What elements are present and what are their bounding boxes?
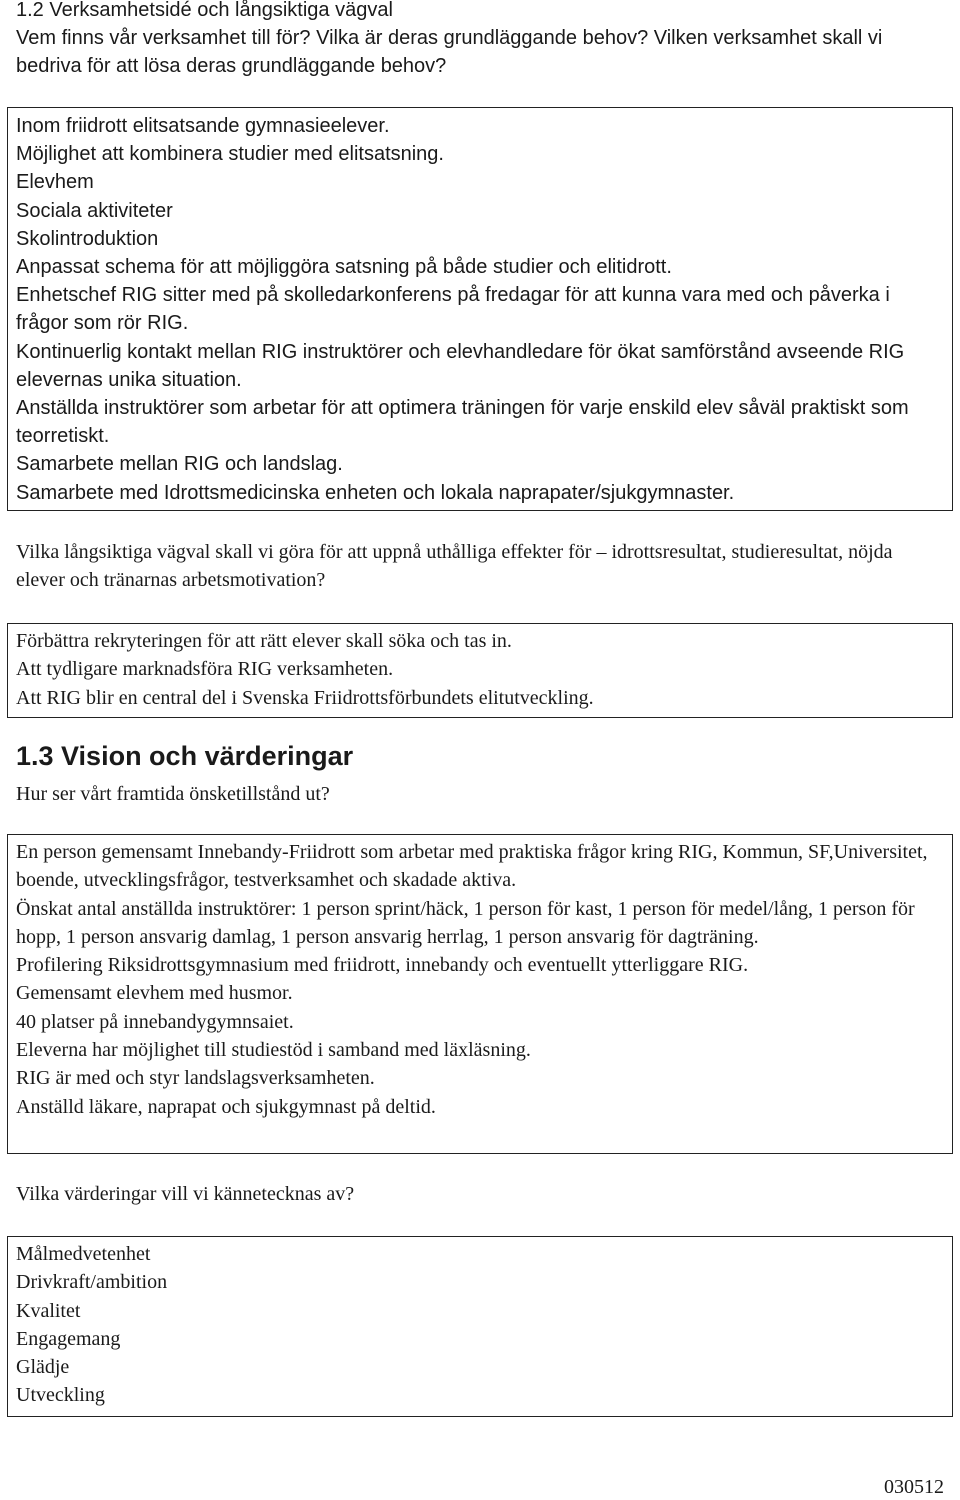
answer-line: Möjlighet att kombinera studier med elitsatsning.: [16, 143, 444, 166]
answer-line: 40 platser på innebandygymnsaiet.: [16, 1010, 294, 1033]
answer-line: Anställd läkare, naprapat och sjukgymnast på deltid.: [16, 1095, 436, 1118]
question-values: Vilka värderingar vill vi kännetecknas av?: [16, 1183, 355, 1205]
answer-line: Att tydligare marknadsföra RIG verksamheten.: [16, 658, 394, 681]
answer-box-values: [7, 1236, 953, 1417]
answer-line: RIG är med och styr landslagsverksamheten.: [16, 1067, 375, 1090]
answer-line: Profilering Riksidrottsgymnasium med friidrott, innebandy och eventuellt ytterliggare RIG.: [16, 954, 749, 977]
footer-doc-code: 030512: [884, 1476, 944, 1498]
value-item: Målmedvetenhet: [16, 1243, 151, 1265]
answer-line: Anställda instruktörer som arbetar för att optimera träningen för varje enskild elev såväl praktiskt som teorretiskt.: [16, 397, 909, 448]
answer-line: Förbättra rekryteringen för att rätt elever skall söka och tas in.: [16, 630, 512, 652]
answer-box-target-group: [7, 107, 953, 511]
value-item: Utveckling: [16, 1384, 105, 1407]
section-heading-1-3: 1.3 Vision och värderingar: [16, 741, 354, 771]
answer-line: Anpassat schema för att möjliggöra satsning på både studier och elitidrott.: [16, 256, 672, 279]
value-item: Glädje: [16, 1356, 70, 1379]
answer-line: Samarbete med Idrottsmedicinska enheten och lokala naprapater/sjukgymnaster.: [16, 481, 735, 504]
answer-line: En person gemensamt Innebandy-Friidrott som arbetar med praktiska frågor kring RIG, Kommun, SF,Universitet, boende, utvecklingsfrågor, testverksamhet och skadade aktiva.: [16, 841, 928, 892]
value-item: Engagemang: [16, 1327, 121, 1350]
answer-line: Sociala aktiviteter: [16, 199, 173, 222]
question-target-group: Vem finns vår verksamhet till för? Vilka är deras grundläggande behov? Vilken verksamhet skall vi bedriva för att lösa deras grundläggande behov?: [16, 27, 883, 77]
section-heading-1-2: 1.2 Verksamhetsidé och långsiktiga vägval: [16, 0, 393, 21]
answer-line: Skolintroduktion: [16, 227, 159, 250]
question-vision: Hur ser vårt framtida önsketillstånd ut?: [16, 783, 330, 805]
answer-line: Kontinuerlig kontakt mellan RIG instruktörer och elevhandledare för ökat samförstånd avseende RIG elevernas unika situation.: [16, 340, 905, 391]
answer-line: Samarbete mellan RIG och landslag.: [16, 453, 343, 476]
answer-line: Enhetschef RIG sitter med på skolledarkonferens på fredagar för att kunna vara med och påverka i frågor som rör RIG.: [16, 284, 890, 335]
answer-box-vision: [7, 834, 953, 1154]
answer-line: Gemensamt elevhem med husmor.: [16, 982, 293, 1005]
value-item: Kvalitet: [16, 1299, 81, 1322]
answer-line: Att RIG blir en central del i Svenska Friidrottsförbundets elitutveckling.: [16, 686, 594, 709]
answer-box-long-term-choices: [7, 623, 953, 718]
answer-line: Önskat antal anställda instruktörer: 1 person sprint/häck, 1 person för kast, 1 person för medel/lång, 1 person för hopp, 1 person ansvarig damlag, 1 person ansvarig herrlag, 1 person ansvarig för dagträning.: [16, 897, 915, 948]
answer-line: Inom friidrott elitsatsande gymnasieelever.: [16, 115, 390, 137]
question-long-term-choices: Vilka långsiktiga vägval skall vi göra för att uppnå uthålliga effekter för – idrottsresultat, studieresultat, nöjda elever och tränarnas arbetsmotivation?: [16, 541, 893, 592]
answer-line: Elevhem: [16, 171, 94, 194]
answer-line: Eleverna har möjlighet till studiestöd i samband med läxläsning.: [16, 1039, 531, 1062]
value-item: Drivkraft/ambition: [16, 1271, 168, 1294]
